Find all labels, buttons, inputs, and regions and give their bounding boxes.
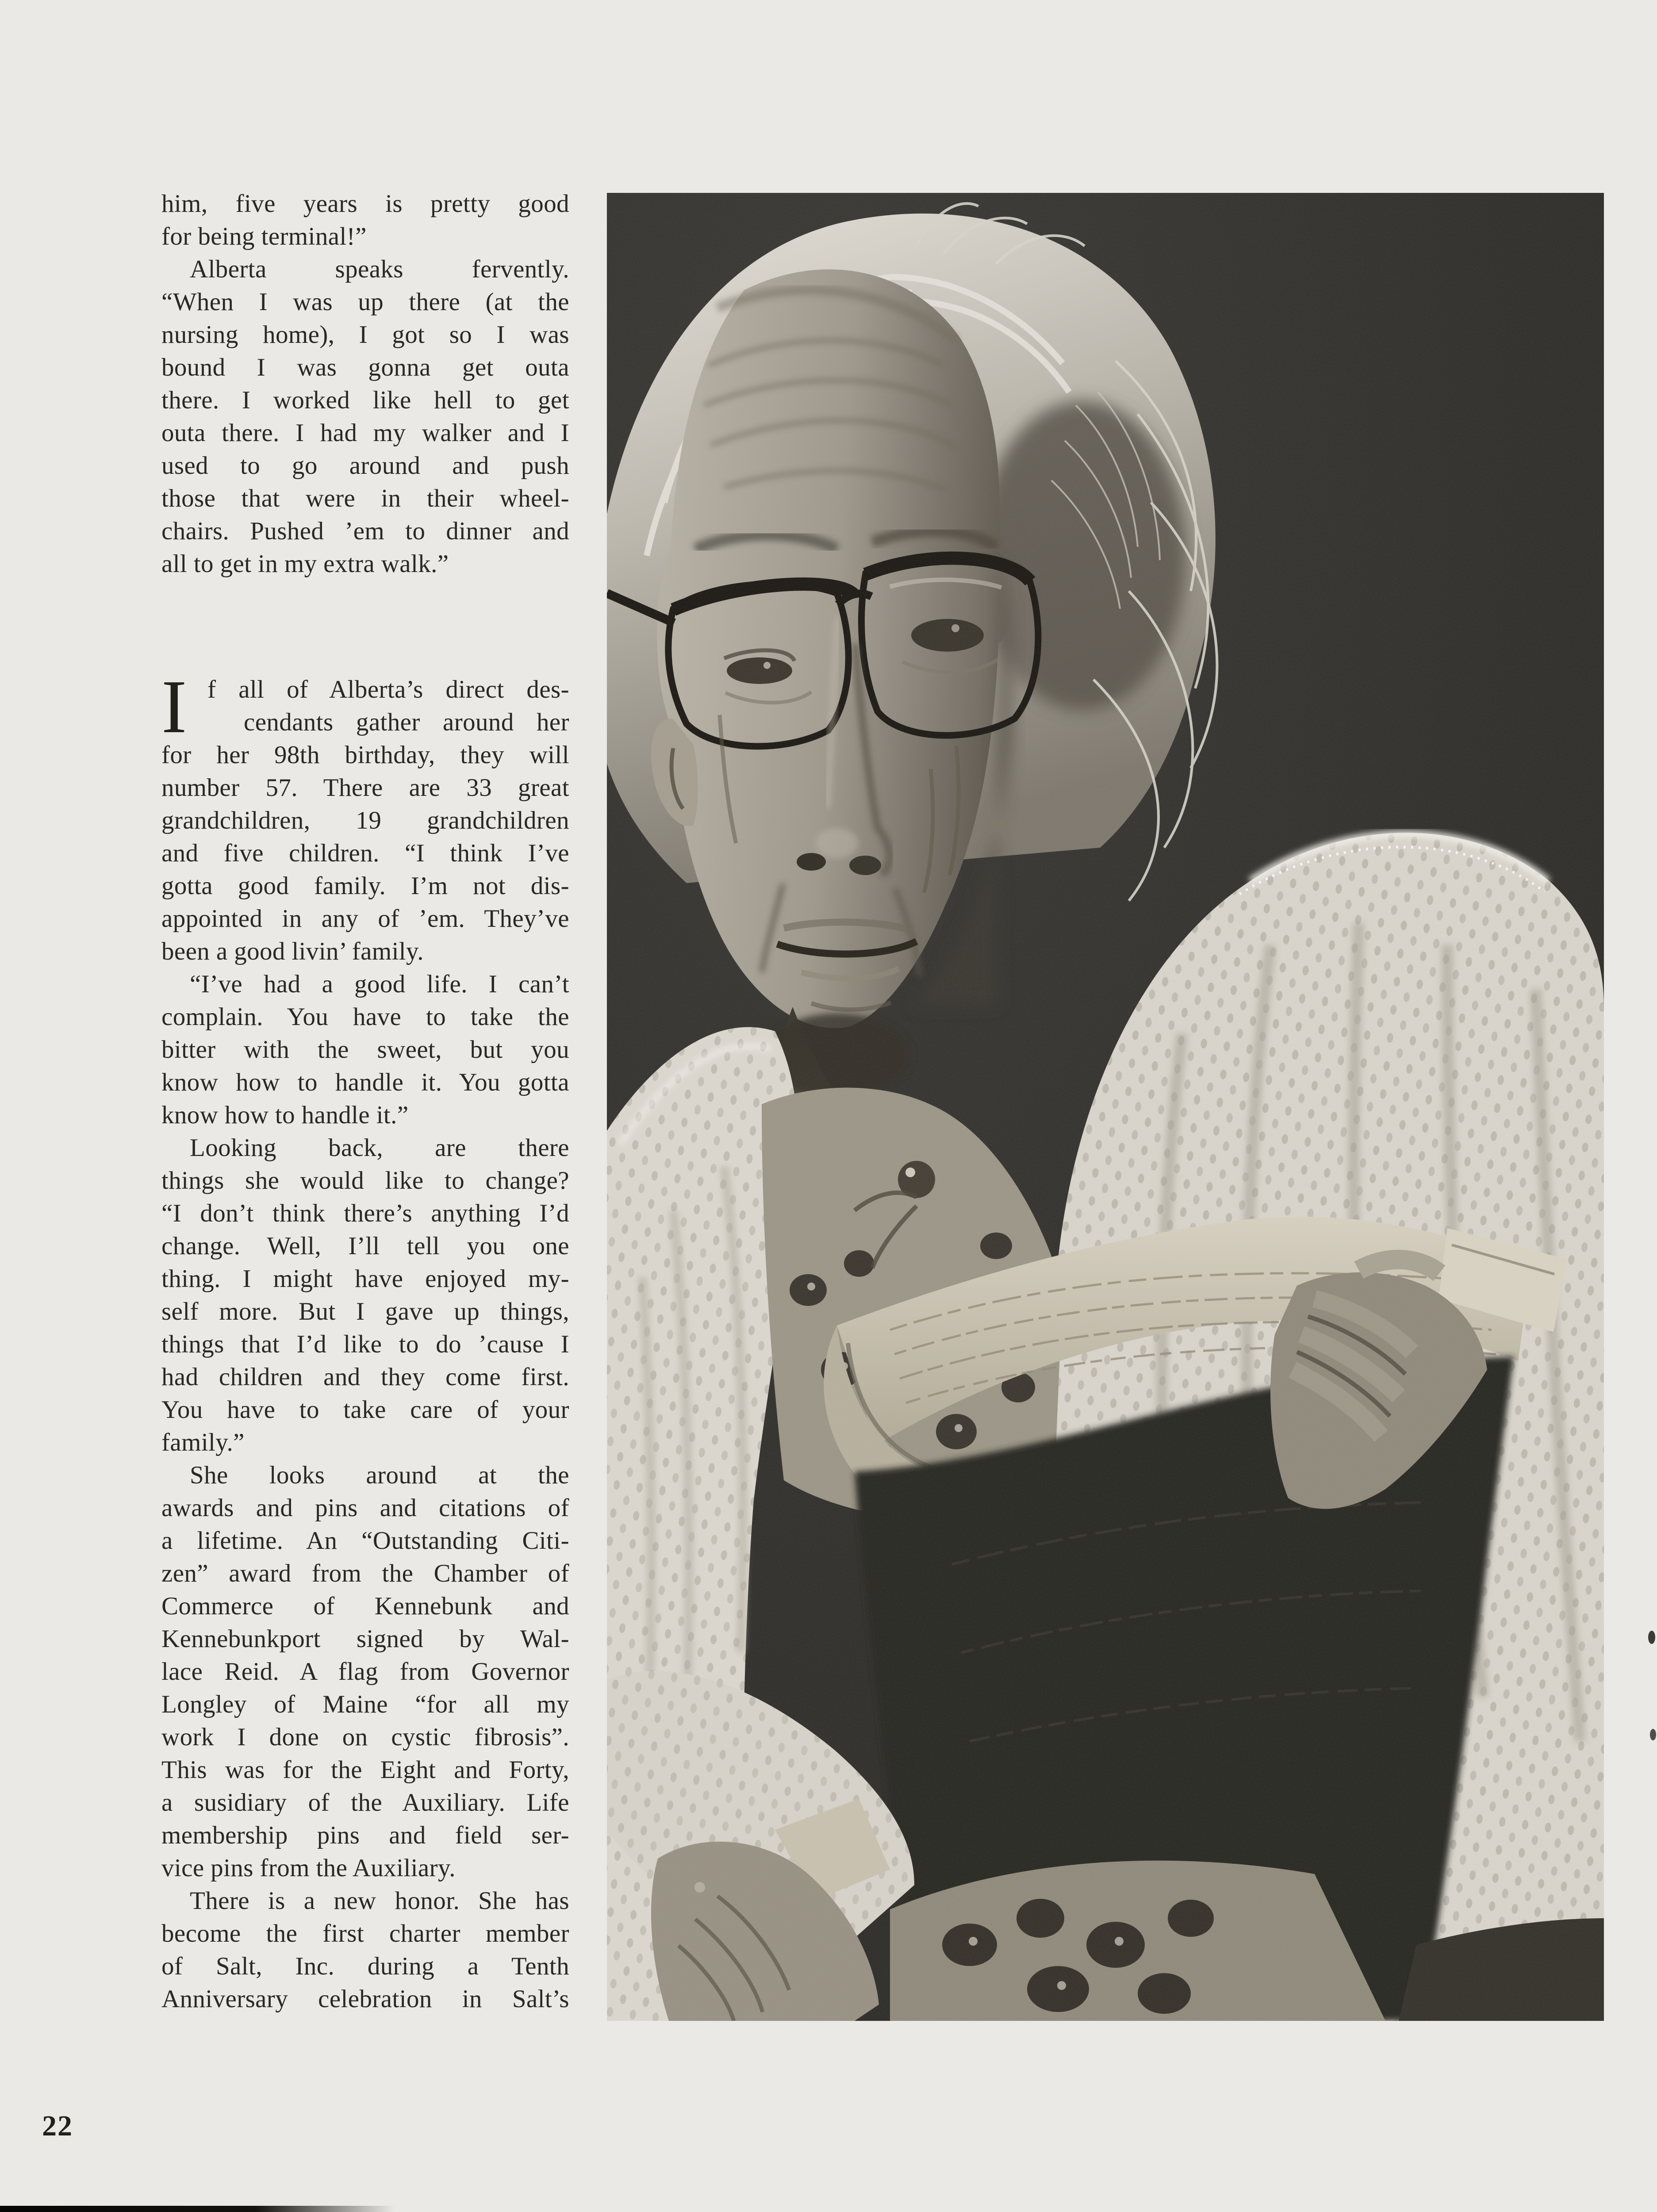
text-line: Anniversary celebration in Salt’s bbox=[161, 1985, 569, 2013]
text-line: vice pins from the Auxiliary. bbox=[161, 1854, 456, 1882]
section-gap bbox=[161, 580, 569, 673]
portrait-photo bbox=[607, 193, 1604, 2021]
text-line: “I don’t think there’s anything I’d bbox=[161, 1199, 569, 1227]
text-line: Looking back, are there bbox=[190, 1134, 569, 1162]
text-line: been a good livin’ family. bbox=[161, 937, 424, 965]
text-line: Commerce of Kennebunk and bbox=[161, 1592, 569, 1620]
text-line: zen” award from the Chamber of bbox=[161, 1559, 569, 1587]
text-line: family.” bbox=[161, 1429, 245, 1456]
text-line: bound I was gonna get outa bbox=[161, 353, 569, 381]
text-line: bitter with the sweet, but you bbox=[161, 1036, 569, 1064]
text-line: f all of Alberta’s direct des- bbox=[207, 676, 569, 703]
paragraph bbox=[161, 1459, 569, 1885]
halftone-grain-overlay bbox=[607, 193, 1604, 2021]
text-line: Longley of Maine “for all my bbox=[161, 1690, 569, 1718]
text-line: used to go around and push bbox=[161, 452, 569, 480]
scan-artifact-edge-mark bbox=[1648, 1631, 1655, 1644]
paragraph bbox=[161, 253, 569, 580]
text-line: him, five years is pretty good bbox=[161, 190, 569, 218]
text-line: had children and they come first. bbox=[161, 1363, 569, 1391]
drop-cap: I bbox=[161, 665, 187, 749]
text-line: “I’ve had a good life. I can’t bbox=[190, 970, 569, 998]
text-line: Alberta speaks fervently. bbox=[190, 255, 569, 283]
text-line: all to get in my extra walk.” bbox=[161, 550, 449, 578]
text-line: self more. But I gave up things, bbox=[161, 1298, 569, 1325]
text-line: things that I’d like to do ’cause I bbox=[161, 1330, 569, 1358]
text-line: thing. I might have enjoyed my- bbox=[161, 1265, 569, 1293]
paragraph bbox=[161, 968, 569, 1132]
text-line: appointed in any of ’em. They’ve bbox=[161, 905, 569, 933]
text-line: She looks around at the bbox=[190, 1461, 569, 1489]
text-line: nursing home), I got so I was bbox=[161, 321, 569, 349]
article-text-column bbox=[161, 188, 569, 2016]
paragraph bbox=[161, 188, 569, 253]
paragraph bbox=[161, 1885, 569, 2016]
text-line: those that were in their wheel- bbox=[161, 484, 569, 512]
text-line: know how to handle it. You gotta bbox=[161, 1068, 569, 1096]
scan-artifact-edge-mark bbox=[1650, 1729, 1656, 1740]
text-line: outa there. I had my walker and I bbox=[161, 419, 569, 447]
text-line: cendants gather around her bbox=[244, 708, 569, 736]
text-line: Kennebunkport signed by Wal- bbox=[161, 1625, 569, 1653]
text-line: things she would like to change? bbox=[161, 1167, 569, 1194]
scan-artifact-bottom-bar bbox=[0, 2206, 464, 2212]
text-line: change. Well, I’ll tell you one bbox=[161, 1232, 569, 1260]
text-line: chairs. Pushed ’em to dinner and bbox=[161, 517, 569, 545]
text-line: There is a new honor. She has bbox=[190, 1887, 569, 1915]
paragraph bbox=[161, 665, 569, 968]
text-line: work I done on cystic fibrosis”. bbox=[161, 1723, 569, 1751]
text-line: “When I was up there (at the bbox=[161, 288, 569, 316]
text-line: complain. You have to take the bbox=[161, 1003, 569, 1031]
text-line: there. I worked like hell to get bbox=[161, 386, 569, 414]
text-line: number 57. There are 33 great bbox=[161, 774, 569, 802]
text-line: awards and pins and citations of bbox=[161, 1494, 569, 1522]
text-line: of Salt, Inc. during a Tenth bbox=[161, 1952, 569, 1980]
text-line: become the first charter member bbox=[161, 1920, 569, 1947]
text-line: for her 98th birthday, they will bbox=[161, 741, 569, 769]
text-line: a lifetime. An “Outstanding Citi- bbox=[161, 1527, 569, 1555]
text-line: know how to handle it.” bbox=[161, 1101, 409, 1129]
text-line: and five children. “I think I’ve bbox=[161, 839, 569, 867]
text-line: a susidiary of the Auxiliary. Life bbox=[161, 1789, 569, 1816]
paragraph bbox=[161, 1132, 569, 1459]
page-number: 22 bbox=[42, 2110, 73, 2142]
text-line: gotta good family. I’m not dis- bbox=[161, 872, 569, 900]
text-line: grandchildren, 19 grandchildren bbox=[161, 806, 569, 834]
text-line: You have to take care of your bbox=[161, 1396, 569, 1424]
portrait-photo-illustration bbox=[607, 193, 1604, 2021]
text-line: lace Reid. A flag from Governor bbox=[161, 1658, 569, 1686]
text-line: membership pins and field ser- bbox=[161, 1821, 569, 1849]
text-line: This was for the Eight and Forty, bbox=[161, 1756, 569, 1784]
text-line: for being terminal!” bbox=[161, 223, 367, 250]
